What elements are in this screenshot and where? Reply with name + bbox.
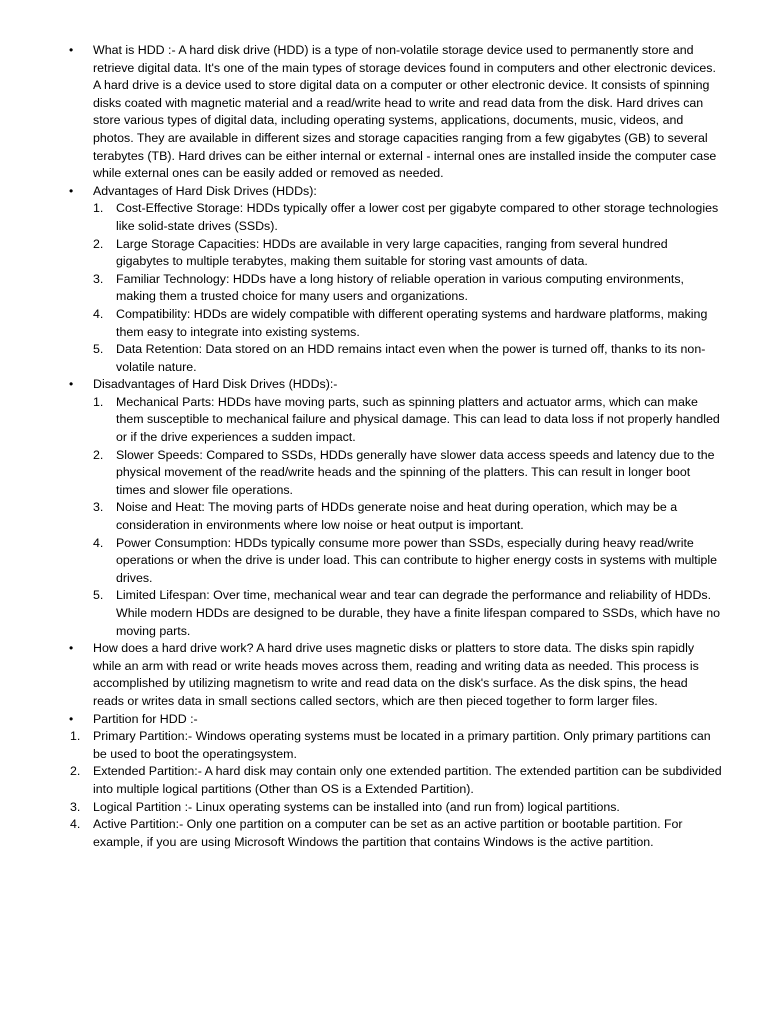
list-item-partition	[0, 711, 768, 729]
advantage-text: Compatibility: HDDs are widely compatible with different operating systems and hardware platforms, making them easy to integrate into existing systems.	[116, 306, 708, 339]
disadvantage-item	[0, 535, 768, 588]
partition-text: Active Partition:- Only one partition on a computer can be set as an active partition or bootable partition. For example, if you are using Microsoft Windows the partition that contains Windows is the active partition.	[93, 817, 683, 849]
number-marker: 2.	[93, 447, 104, 462]
advantage-text: Data Retention: Data stored on an HDD remains intact even when the power is turned off, thanks to its non-volatile nature.	[116, 342, 706, 374]
number-marker: 4.	[93, 306, 104, 321]
number-marker: 1.	[93, 394, 104, 409]
number-marker: 5.	[93, 588, 104, 603]
list-item-advantages	[0, 183, 768, 201]
list-item-what-is-hdd	[0, 42, 768, 183]
disadvantage-text: Noise and Heat: The moving parts of HDDs generate noise and heat during operation, which may be a consideration in environments where low noise or heat output is important.	[116, 500, 678, 533]
number-marker: 2.	[93, 236, 104, 251]
disadvantage-text: Power Consumption: HDDs typically consume more power than SSDs, especially during heavy read/write operations or when the drive is under load. This can contribute to higher energy costs in systems with multiple drives.	[116, 535, 718, 585]
number-marker: 5.	[93, 342, 104, 357]
disadvantage-item	[0, 499, 768, 534]
paragraph-what-is-hdd: What is HDD :- A hard disk drive (HDD) is a type of non-volatile storage device used to permanently store and retrieve digital data. It's one of the main types of storage devices found in computers and other electronic devices. A hard drive is a device used to store digital data on a computer or other electronic device. It consists of spinning disks coated with magnetic material and a read/write head to write and read data from the disk. Hard drives can store various types of digital data, including operating systems, applications, documents, music, videos, and photos. They are available in different sizes and storage capacities ranging from a few gigabytes (GB) to several terabytes (TB). Hard drives can be either internal or external - internal ones are installed inside the computer case while external ones can be easily added or removed as needed.	[93, 43, 717, 181]
bullet-marker: •	[69, 711, 74, 726]
advantage-item	[0, 200, 768, 235]
disadvantage-item	[0, 587, 768, 640]
number-marker: 3.	[93, 500, 104, 515]
bullet-marker: •	[69, 377, 74, 392]
list-item-how-it-works	[0, 640, 768, 710]
paragraph-how-it-works: How does a hard drive work? A hard drive uses magnetic disks or platters to store data. The disks spin rapidly while an arm with read or write heads moves across them, reading and writing data as needed. This process is accomplished by utilizing magnetism to write and read data on the disk's surface. As the disk spins, the head reads or writes data in small sections called sectors, which are then pieced together to form larger files.	[93, 641, 699, 708]
number-marker: 1.	[93, 201, 104, 216]
partition-text: Logical Partition :- Linux operating systems can be installed into (and run from) logical partitions.	[93, 799, 620, 814]
partition-item	[0, 799, 768, 817]
advantage-item	[0, 236, 768, 271]
number-marker: 2.	[70, 764, 81, 779]
advantage-text: Cost-Effective Storage: HDDs typically offer a lower cost per gigabyte compared to other storage technologies like solid-state drives (SSDs).	[116, 201, 719, 233]
disadvantages-heading: Disadvantages of Hard Disk Drives (HDDs):-	[93, 377, 338, 392]
disadvantage-text: Mechanical Parts: HDDs have moving parts, such as spinning platters and actuator arms, which can make them susceptible to mechanical failure and physical damage. This can lead to data loss if not properly handled or if the drive experiences a sudden impact.	[116, 394, 720, 445]
advantage-text: Familiar Technology: HDDs have a long history of reliable operation in various computing environments, making them a trusted choice for many users and organizations.	[116, 271, 684, 304]
document-body	[0, 42, 768, 851]
advantage-item	[0, 271, 768, 306]
number-marker: 3.	[70, 799, 81, 814]
partition-item	[0, 728, 768, 763]
advantage-item	[0, 306, 768, 341]
disadvantage-item	[0, 394, 768, 447]
number-marker: 4.	[70, 817, 81, 832]
disadvantage-item	[0, 447, 768, 500]
partition-text: Primary Partition:- Windows operating systems must be located in a primary partition. Only primary partitions can be used to boot the operatingsystem.	[93, 729, 711, 761]
disadvantage-text: Limited Lifespan: Over time, mechanical wear and tear can degrade the performance and reliability of HDDs. While modern HDDs are designed to be durable, they have a finite lifespan compared to SSDs, which have no moving parts.	[116, 588, 721, 638]
bullet-marker: •	[69, 43, 74, 57]
number-marker: 1.	[70, 729, 81, 744]
advantages-heading: Advantages of Hard Disk Drives (HDDs):	[93, 183, 317, 198]
number-marker: 3.	[93, 271, 104, 286]
advantage-item	[0, 341, 768, 376]
number-marker: 4.	[93, 535, 104, 550]
partition-item	[0, 763, 768, 798]
partition-heading: Partition for HDD :-	[93, 711, 198, 726]
partition-text: Extended Partition:- A hard disk may contain only one extended partition. The extended partition can be subdivided into multiple logical partitions (Other than OS is a Extended Partition).	[93, 764, 722, 796]
bullet-marker: •	[69, 641, 74, 656]
advantage-text: Large Storage Capacities: HDDs are available in very large capacities, ranging from several hundred gigabytes to multiple terabytes, making them suitable for storing vast amounts of data.	[116, 236, 668, 269]
partition-item	[0, 816, 768, 851]
bullet-marker: •	[69, 183, 74, 198]
list-item-disadvantages	[0, 376, 768, 394]
disadvantage-text: Slower Speeds: Compared to SSDs, HDDs generally have slower data access speeds and latency due to the physical movement of the read/write heads and the spinning of the platters. This can result in longer boot times and slower file operations.	[116, 447, 715, 497]
